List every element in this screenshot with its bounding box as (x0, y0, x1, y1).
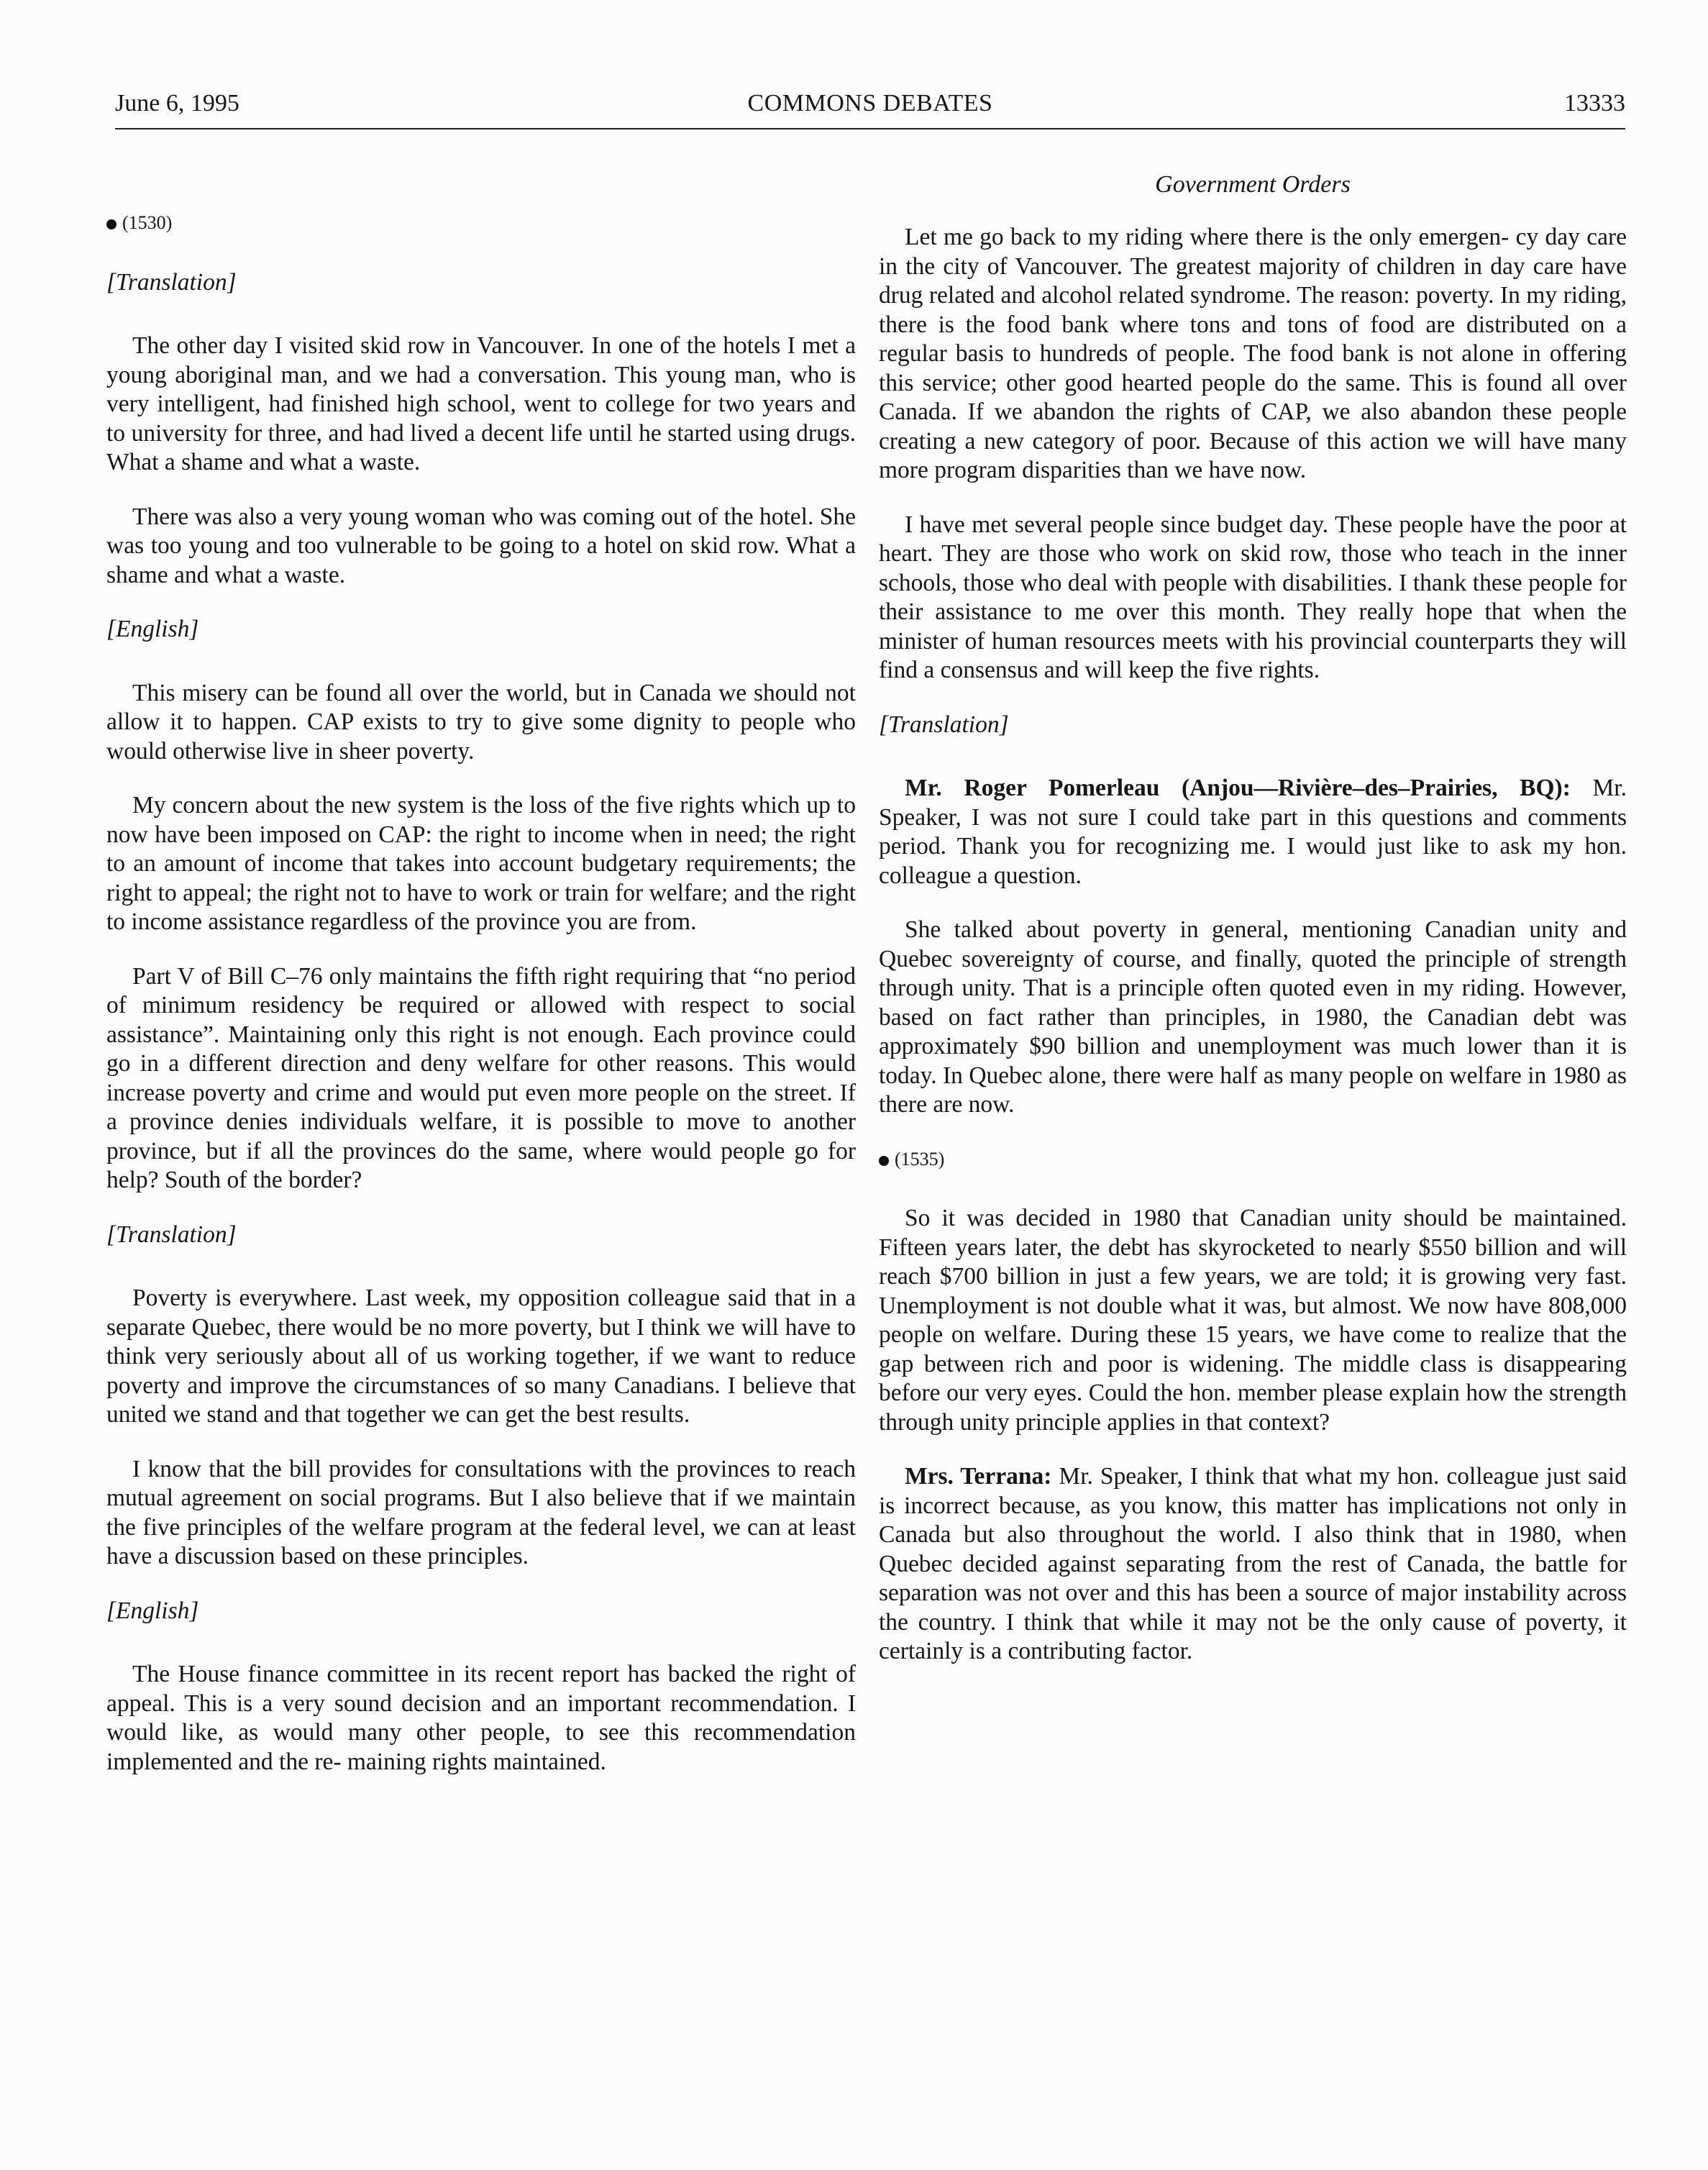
paragraph: The other day I visited skid row in Vancouver. In one of the hotels I met a young aboriginal man, and we had a conversation. This young man, who is very intelligent, had finished high school, went to college for two years and to university for three, and had lived a decent life until he started using drugs. What a shame and what a waste. (106, 332, 856, 475)
time-marker-text: (1530) (122, 212, 173, 233)
speaker-paragraph (879, 1462, 1627, 1667)
language-label: [Translation] (879, 711, 1009, 738)
header-title: COMMONS DEBATES (747, 90, 993, 117)
bullet-icon (106, 219, 117, 229)
right-column (879, 223, 1627, 1692)
paragraph: The House finance committee in its recent report has backed the right of appeal. This is a very sound decision and an important recommendation. I would like, as would many other people, to see this recommendation implemented and the re- maining rights maintained. (106, 1661, 856, 1775)
page-header (115, 85, 1625, 129)
language-label: [Translation] (106, 268, 237, 296)
paragraph: This misery can be found all over the world, but in Canada we should not allow it to happen. CAP exists to try to give some dignity to people who would otherwise live in sheer poverty. (106, 679, 856, 765)
language-label: [English] (106, 616, 199, 642)
paragraph: I have met several people since budget day. These people have the poor at heart. They are those who work on skid row, those who teach in the inner schools, those who deal with people with disabilities. I thank these people for their assistance to me over this month. They really hope that when the minister of human resources meets with his provincial counterparts they will find a consensus and will keep the five rights. (879, 511, 1627, 683)
header-page-number: 13333 (1564, 90, 1625, 117)
paragraph: Let me go back to my riding where there is the only emergen- cy day care in the city of Vancouver. The greatest majority of children in day care have drug related and alcohol related syndrome. The reason: poverty. In my riding, there is the food bank where tons and tons of food are distributed on a regular basis to hundreds of people. The food bank is not alone in offering this service; other good hearted people do the same. This is found all over Canada. If we abandon the rights of CAP, we also abandon these people creating a new category of poor. Because of this action we will have many more program disparities than we have now. (879, 224, 1627, 483)
language-label: [English] (106, 1597, 199, 1624)
speaker-paragraph (879, 774, 1627, 890)
section-label: Government Orders (1155, 171, 1351, 198)
paragraph: My concern about the new system is the loss of the five rights which up to now have been imposed on CAP: the right to income when in need; the right to an amount of income that takes into account budgetary requirements; the right to appeal; the right not to have to work or train for welfare; and the right to income assistance regardless of the province you are from. (106, 792, 856, 935)
left-column (106, 209, 856, 1802)
speaker-name: Mrs. Terrana: (905, 1463, 1052, 1490)
speaker-text: Mr. Speaker, I was not sure I could take part in this questions and comments period. Thank you for recognizing me. I would just like to ask my hon. colleague a question. (879, 775, 1627, 889)
time-marker (879, 1145, 1627, 1175)
speaker-text: Mr. Speaker, I think that what my hon. colleague just said is incorrect because, as you know, this matter has implications not only in Canada but also throughout the world. I also think that in 1980, when Quebec decided against separating from the rest of Canada, the battle for separation was not over and this has been a source of major instability across the country. I think that while it may not be the only cause of poverty, it certainly is a contributing factor. (879, 1463, 1627, 1664)
header-date: June 6, 1995 (115, 90, 239, 117)
paragraph: Poverty is everywhere. Last week, my opposition colleague said that in a separate Quebec, there would be no more poverty, but I think we will have to think very seriously about all of us working together, if we want to reduce poverty and improve the circumstances of so many Canadians. I believe that united we stand and that together we can get the best results. (106, 1285, 856, 1428)
paragraph: So it was decided in 1980 that Canadian unity should be maintained. Fifteen years later, the debt has skyrocketed to nearly $550 billion and will reach $700 billion in just a few years, we are told; it is growing very fast. Unemployment is not double what it was, but almost. We now have 808,000 people on welfare. During these 15 years, we have come to realize that the gap between rich and poor is widening. The middle class is disappearing before our very eyes. Could the hon. member please explain how the strength through unity principle applies in that context? (879, 1205, 1627, 1436)
paragraph: There was also a very young woman who was coming out of the hotel. She was too young and too vulnerable to be going to a hotel on skid row. What a shame and what a waste. (106, 503, 856, 588)
bullet-icon (879, 1156, 889, 1166)
paragraph: Part V of Bill C–76 only maintains the fifth right requiring that “no period of minimum residency be required or allowed with respect to social assistance”. Maintaining only this right is not enough. Each province could go in a different direction and deny welfare for other reasons. This would increase poverty and crime and would put even more people on the street. If a province denies individuals welfare, it is possible to move to another province, but if all the provinces do the same, where would people go for help? South of the border? (106, 962, 856, 1193)
speaker-name: Mr. Roger Pomerleau (Anjou—Rivière–des–Prairies, BQ): (905, 775, 1571, 801)
time-marker-text: (1535) (895, 1148, 945, 1170)
paragraph: She talked about poverty in general, mentioning Canadian unity and Quebec sovereignty of course, and finally, quoted the principle of strength through unity. That is a principle often quoted even in my riding. However, based on fact rather than principles, in 1980, the Canadian debt was approximately $90 billion and unemployment was much lower than it is today. In Quebec alone, there were half as many people on welfare in 1980 as there are now. (879, 916, 1627, 1118)
paragraph: I know that the bill provides for consultations with the provinces to reach mutual agreement on social programs. But I also believe that if we maintain the five principles of the welfare program at the federal level, we can at least have a discussion based on these principles. (106, 1455, 856, 1569)
language-label: [Translation] (106, 1221, 237, 1248)
time-marker (106, 209, 856, 238)
